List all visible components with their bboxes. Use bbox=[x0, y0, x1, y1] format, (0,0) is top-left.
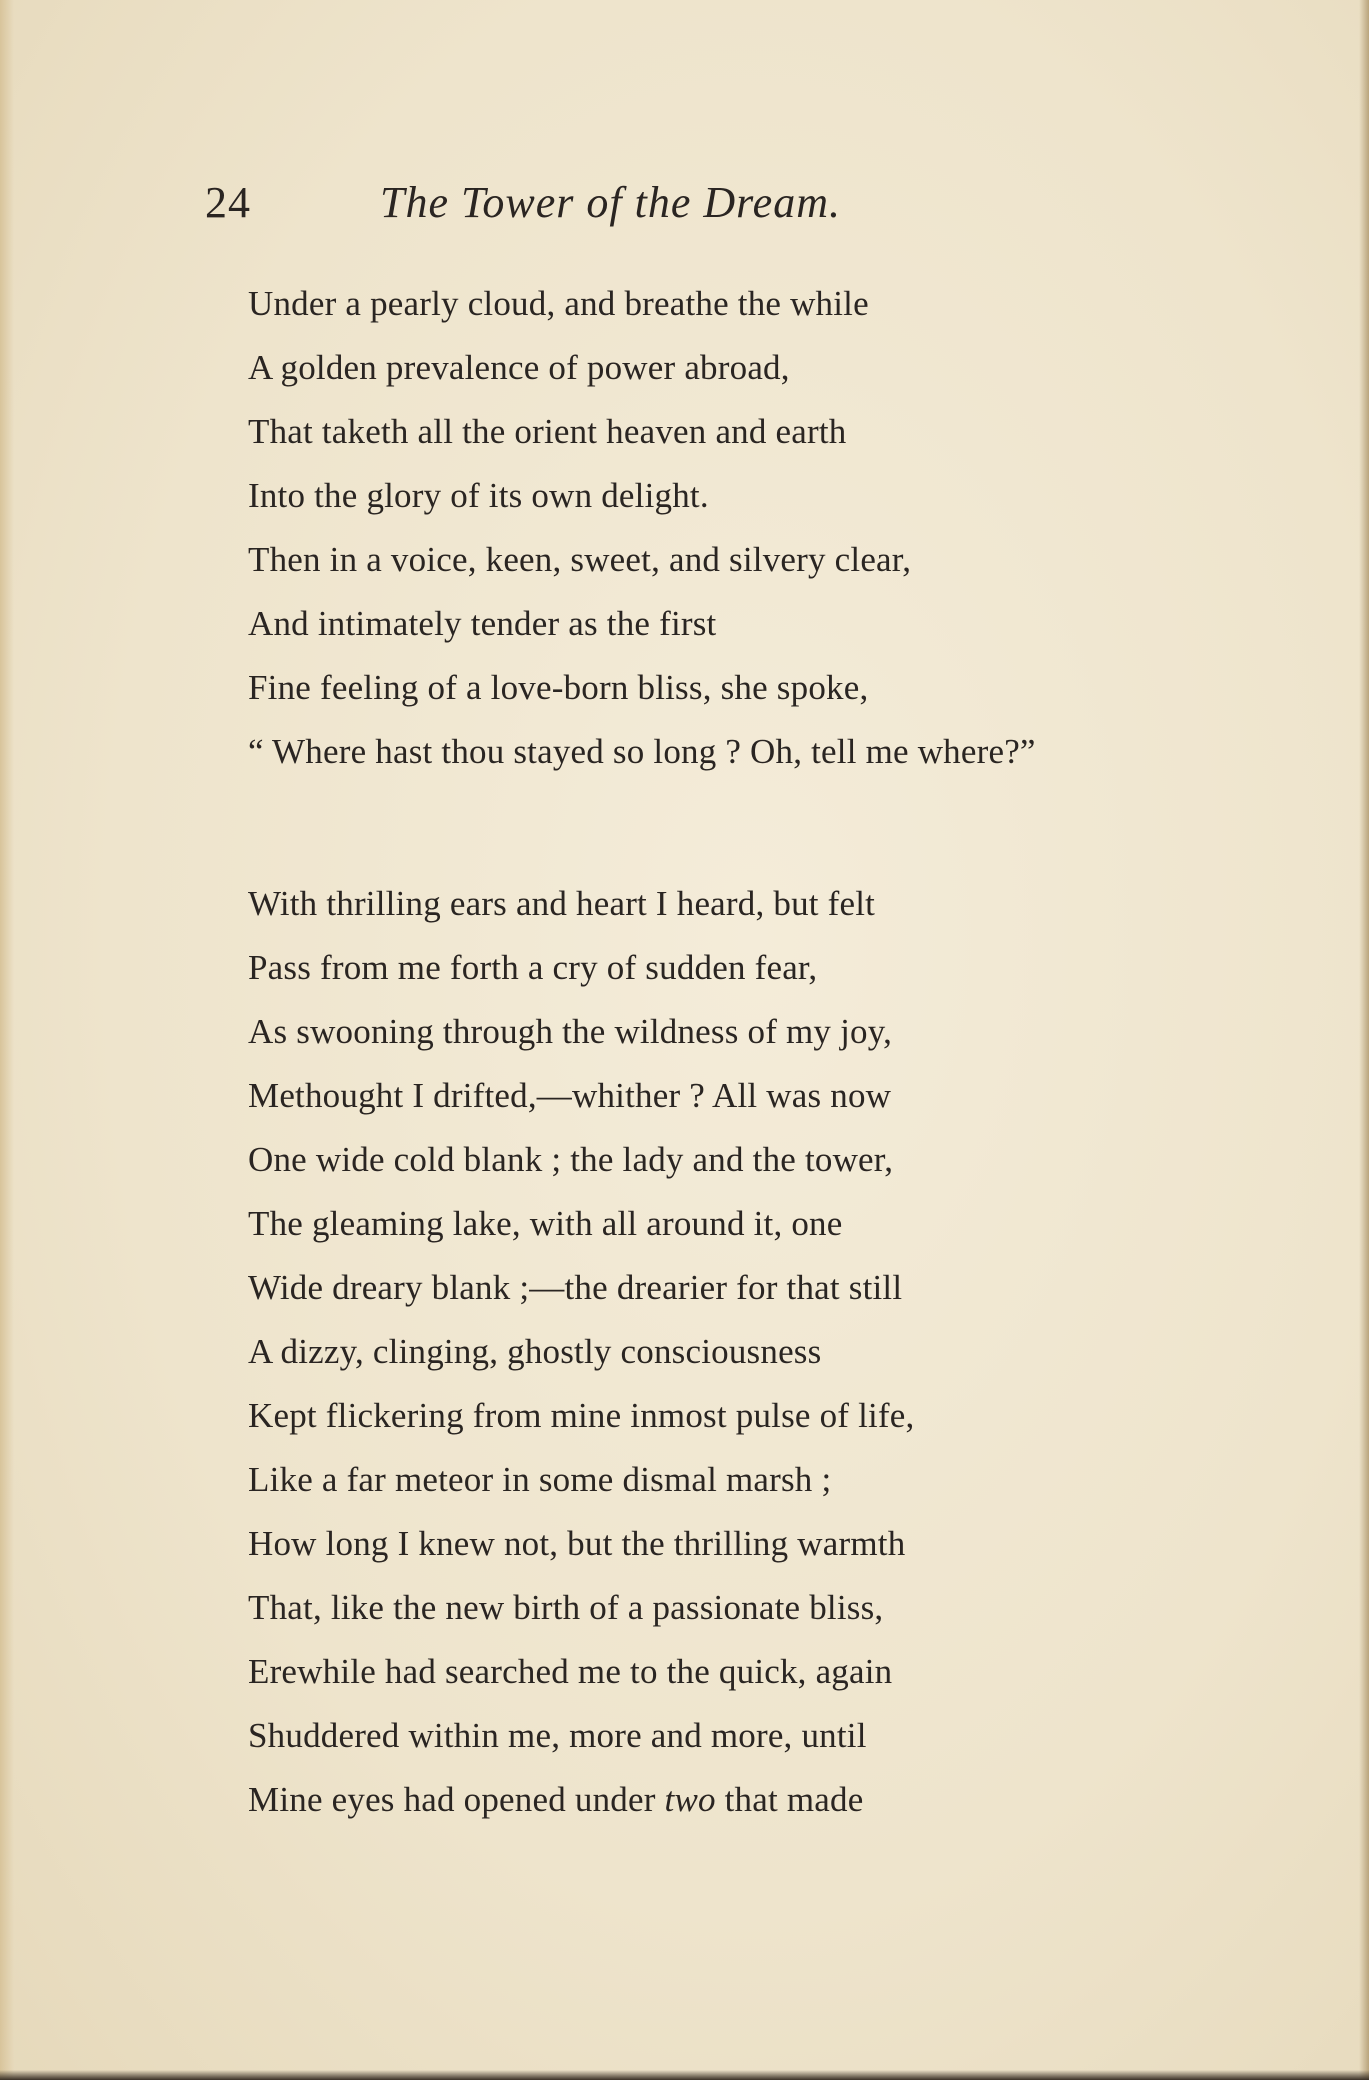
poem-line: Shuddered within me, more and more, until bbox=[248, 1716, 867, 1755]
poem-line: And intimately tender as the first bbox=[248, 604, 717, 643]
poem-line: Methought I drifted,—whither ? All was now bbox=[248, 1076, 892, 1115]
line-text-before: Mine eyes had opened under bbox=[248, 1780, 665, 1819]
page-edge-bottom bbox=[0, 2070, 1369, 2080]
poem-line: Like a far meteor in some dismal marsh ; bbox=[248, 1460, 832, 1499]
poem-text bbox=[248, 272, 1308, 1832]
poem-line: The gleaming lake, with all around it, one bbox=[248, 1204, 843, 1243]
poem-line: Fine feeling of a love-born bliss, she spoke, bbox=[248, 668, 869, 707]
book-title: The Tower of the Dream. bbox=[380, 178, 841, 227]
poem-line: Kept flickering from mine inmost pulse of life, bbox=[248, 1396, 915, 1435]
poem-line: As swooning through the wildness of my joy, bbox=[248, 1012, 893, 1051]
poem-line: With thrilling ears and heart I heard, but felt bbox=[248, 884, 876, 923]
poem-line: Under a pearly cloud, and breathe the while bbox=[248, 284, 869, 323]
poem-line: That taketh all the orient heaven and earth bbox=[248, 412, 847, 451]
poem-line: That, like the new birth of a passionate bliss, bbox=[248, 1588, 884, 1627]
poem-line: Wide dreary blank ;—the drearier for that still bbox=[248, 1268, 903, 1307]
poem-line: Into the glory of its own delight. bbox=[248, 476, 709, 515]
poem-line-last bbox=[248, 1768, 1308, 1832]
page-edge-right bbox=[1359, 0, 1369, 2080]
page-number: 24 bbox=[205, 178, 251, 227]
poem-line: A golden prevalence of power abroad, bbox=[248, 348, 790, 387]
stanza-1 bbox=[248, 272, 1308, 784]
line-text-after: that made bbox=[715, 1780, 864, 1819]
running-header bbox=[205, 168, 1205, 238]
stanza-break bbox=[248, 784, 1308, 872]
poem-line: One wide cold blank ; the lady and the tower, bbox=[248, 1140, 894, 1179]
page-edge-left bbox=[0, 0, 14, 2080]
poem-line: Then in a voice, keen, sweet, and silvery clear, bbox=[248, 540, 912, 579]
poem-line: “ Where hast thou stayed so long ? Oh, tell me where?” bbox=[248, 732, 1036, 771]
poem-line: Pass from me forth a cry of sudden fear, bbox=[248, 948, 818, 987]
emphasized-word: two bbox=[664, 1780, 716, 1819]
poem-line: Erewhile had searched me to the quick, again bbox=[248, 1652, 893, 1691]
poem-line: How long I knew not, but the thrilling warmth bbox=[248, 1524, 906, 1563]
poem-line: A dizzy, clinging, ghostly consciousness bbox=[248, 1332, 822, 1371]
stanza-2 bbox=[248, 872, 1308, 1832]
